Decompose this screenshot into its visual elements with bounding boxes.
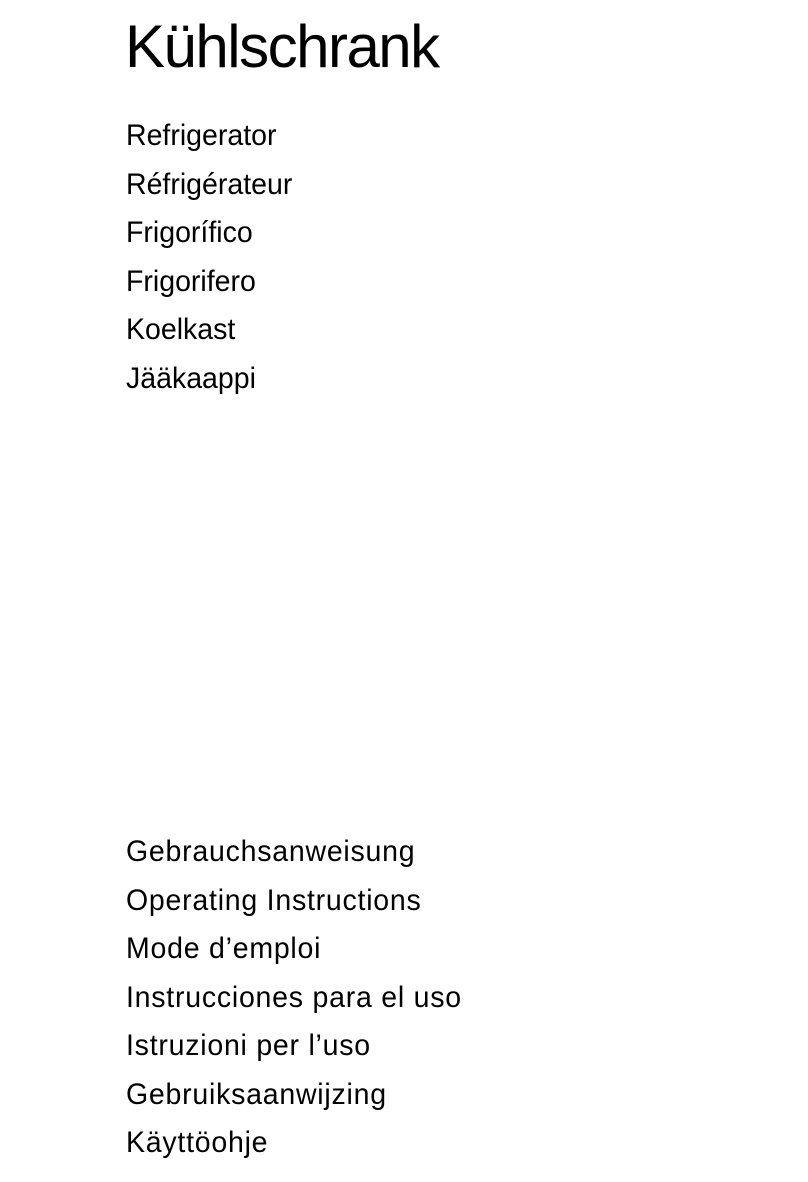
- product-name-es: Frigorífico: [126, 216, 253, 249]
- manual-title-fr: Mode d’emploi: [126, 932, 322, 965]
- page-title: Kühlschrank: [125, 13, 439, 80]
- manual-title-fi: Käyttöohje: [126, 1126, 269, 1159]
- manual-title-nl: Gebruiksaanwijzing: [126, 1077, 387, 1111]
- product-name-it: Frigorifero: [126, 264, 256, 298]
- manual-title-it: Istruzioni per l’uso: [126, 1029, 371, 1062]
- product-name-nl: Koelkast: [126, 313, 236, 346]
- product-name-list: [126, 112, 301, 403]
- manual-title-en: Operating Instructions: [126, 883, 422, 917]
- manual-title-es: Instrucciones para el uso: [126, 980, 462, 1014]
- product-name-fi: Jääkaappi: [126, 361, 256, 395]
- manual-title-de: Gebrauchsanweisung: [126, 835, 416, 868]
- manual-title-list: [126, 828, 480, 1168]
- product-name-en: Refrigerator: [126, 119, 277, 152]
- product-name-fr: Réfrigérateur: [126, 167, 293, 201]
